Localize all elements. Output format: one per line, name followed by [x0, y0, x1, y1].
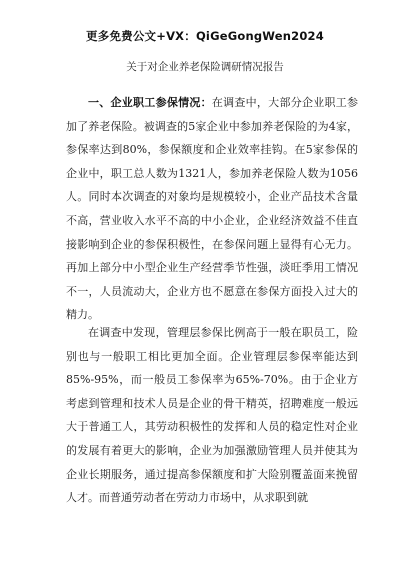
- watermark-header: 更多免费公文+VX：QiGeGongWen2024: [86, 29, 324, 43]
- paragraph-management-coverage: [66, 321, 358, 510]
- paragraph-text: 在调查中，大部分企业职工参加了养老保险。被调查的5家企业中参加养老保险的为4家，参保率达到80%，参保额度和企业效率挂钩。在5家参保的企业中，职工总人数为1321人，参加养老保险人数为1056人。同时本次调查的对象均是规模较小，企业产品技术含量不高，营业收入水平不高的中小企业，企业经济效益不佳直接影响到企业的参保积极性，在参保问题上显得有心无力。再加上部分中小型企业生产经营季节性强，淡旺季用工情况不一，人员流动大，企业方也不愿意在参保方面投入过大的精力。: [66, 96, 359, 322]
- section-heading: 一、企业职工参保情况：: [88, 96, 212, 109]
- paragraph-participation: [66, 91, 358, 327]
- paragraph-text: 在调查中发现，管理层参保比例高于一般在职员工，险别也与一般职工相比更加全面。企业管理层参保率能达到85%-95%，而一般员工参保率为65%-70%。由于企业方考虑到管理和技术人员是企业的骨干精英，招聘难度一般远大于普通工人，其劳动积极性的发挥和人员的稳定性对企业的发展有着更大的影响，企业为加强激励管理人员并使其为企业长期服务，通过提高参保额度和扩大险别覆盖面来挽留人才。而普通劳动者在劳动力市场中，从求职到就: [66, 326, 358, 505]
- document-title: 关于对企业养老保险调研情况报告: [126, 61, 284, 73]
